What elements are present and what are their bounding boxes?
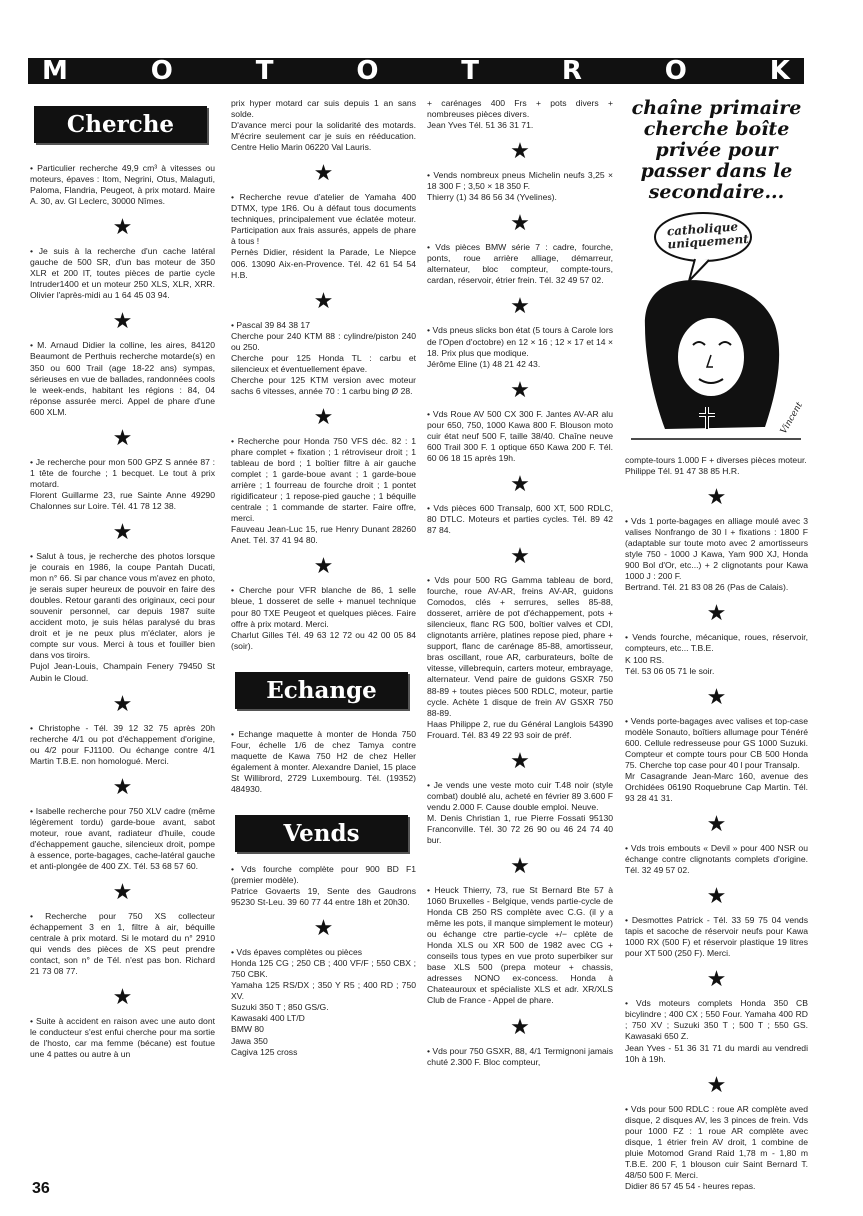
classified-ad: • Echange maquette à monter de Honda 750 Four, échelle 1/6 de chez Tamya contre maquette de Kawa 750 H2 de chez Heller également à monter. Alexandre Daniel, 15 place St Willibrord, 2729 Luxembourg. Tél. (19352) 484930. <box>231 728 416 794</box>
classified-ad: • Vds 1 porte-bagages en alliage moulé avec 3 valises Nonfrango de 30 l + fixations : 1800 F (adaptable sur toute moto avec 2 amortisseurs style 750 - 1000 J Kawa, Yam 900 XJ, Honda 900 Bol d'Or, etc...) + 2 clignotants pour Kawa 1000 J : 200 F. Bertrand. Tél. 21 83 08 26 (Pas de Calais). <box>625 516 808 593</box>
star-icon: ★ <box>706 883 727 909</box>
star-icon: ★ <box>112 308 133 334</box>
classified-ad: • Vds pour 500 RG Gamma tableau de bord, fourche, roue AV-AR, freins AV-AR, guidons Comodos, clés + serrures, selles 85-88, dosseret, arrière de pot d'échappement, pots + silencieux, flanc RG 500, boîtier valves et CDI, clignotants arrière, platines repose pied, phare + support, flanc de carénage 85-88, amortisseur, bras oscillant, roue AR, carburateurs, boîte de vitesse, villebrequin, carters moteur, embrayage, alternateur. Vend paire de guidons GSXR 750 88-89 + toutes pièces 500 RDLC, moteur, partie cycle. Achète 1 disque de frein AV GSXR 750 88-89. Haas Philippe 2, rue du Général Langlois 54390 Frouard. Tél. 83 49 22 93 soir de préf. <box>427 575 613 740</box>
column-2 <box>231 98 416 1058</box>
star-icon: ★ <box>510 470 530 496</box>
star-icon: ★ <box>706 810 727 836</box>
classified-ad: • Pascal 39 84 38 17 Cherche pour 240 KTM 88 : cylindre/piston 240 ou 250. Cherche pour 125 Honda TL : carbu et silencieux et éventuellement épave. Cherche pour 125 KTM version avec moteur sachs 6 vitesses, année 70 : 1 carbu bing Ø 28. <box>231 319 416 396</box>
star-icon: ★ <box>313 160 334 186</box>
section-header-echange: Echange <box>235 672 408 709</box>
cartoon-drawing <box>625 207 808 449</box>
star-icon: ★ <box>510 293 530 319</box>
star-icon: ★ <box>510 853 530 879</box>
star-icon: ★ <box>112 773 133 799</box>
artist-signature: Vincent <box>778 400 805 436</box>
star-icon: ★ <box>510 747 530 773</box>
star-icon: ★ <box>706 966 727 992</box>
classified-ad: • Vds épaves complètes ou pièces Honda 125 CG ; 250 CB ; 400 VF/F ; 550 CBX ; 750 CBK. Yamaha 125 RS/DX ; 350 Y R5 ; 400 RD ; 750 XV. Suzuki 350 T ; 850 GS/G. Kawasaki 400 LT/D BMW 80 Jawa 350 Cagiva 125 cross <box>231 947 416 1057</box>
classified-ad: • Cherche pour VFR blanche de 86, 1 selle bleue, 1 dosseret de selle + manuel technique pour 80 TXE Peugeot et quelques pièces. Faire offre à prix motard. Merci. Charlut Gilles Tél. 49 63 12 72 ou 42 00 05 84 (soir). <box>231 585 416 651</box>
classified-ad: • Christophe - Tél. 39 12 32 75 après 20h recherche 4/1 ou pot d'échappement d'origine, ou 4/2 pour FJ1100. Ou échange contre 4/1 Martin T.B.E. non homologué. Merci. <box>30 722 215 766</box>
cartoon-caption: chaîne primaire cherche boîte privée pour passer dans le secondaire... <box>631 97 802 203</box>
classified-ad: • M. Arnaud Didier la colline, les aires, 84120 Beaumont de Perthuis recherche motarde(s) en 350 ou 600 Trail (age 18-22 ans) sympas, sérieuses en vue de ballades, randonnées cools le week-ends, habitant les régions : 84, 04 réponse assurée merci. Appel de phare d'une 600 XLM. <box>30 340 215 417</box>
classified-ad: • Vds pièces 600 Transalp, 600 XT, 500 RDLC, 80 DTLC. Moteurs et parties cycles. Tél. 89 42 87 84. <box>427 502 613 535</box>
classified-ad: • Vends nombreux pneus Michelin neufs 3,25 × 18 300 F ; 3,50 × 18 350 F. Thierry (1) 34 86 56 34 (Yvelines). <box>427 170 613 203</box>
star-icon: ★ <box>510 543 530 569</box>
classified-ad: • Vds pièces BMW série 7 : cadre, fourche, ponts, roue arrière alliage, démarreur, alternateur, bloc compteur, compte-tours, cardan, réservoir, étrier frein. Tél. 32 49 57 02. <box>427 242 613 286</box>
banner-letter: O <box>356 56 379 86</box>
classified-ad: • Vends fourche, mécanique, roues, réservoir, compteurs, etc... T.B.E. K 100 RS. Tél. 53 06 05 71 le soir. <box>625 632 808 676</box>
star-icon: ★ <box>313 915 334 941</box>
classified-ad: • Salut à tous, je recherche des photos lorsque je courais en 1986, la coupe Pantah Ducati, mon n° 66. Si par chance vous m'avez en photo, je serais super heureux de pouvoir en faire des doubles. Retour garanti des originaux, ceci pour souvenir personnel, car depuis 1987 suite accident moto, je suis hélas paralysé du bras droit et je ne peux plus m'éclater, alors je compte sur vous. Merci à tous et fouiller bien dans vos tiroirs. Pujol Jean-Louis, Champain Fenery 79450 St Aubin le Cloud. <box>30 550 215 683</box>
section-banner <box>28 58 804 84</box>
classified-ad: • Je vends une veste moto cuir T.48 noir (style combat) doublé alu, acheté en février 89 3.600 F vendu 2.000 F. Cause double emploi. Neuve. M. Denis Christian 1, rue Pierre Fossati 95130 Franconville. Tél. 30 72 26 90 ou 46 24 74 40 bur. <box>427 779 613 845</box>
banner-letter: O <box>150 56 173 86</box>
star-icon: ★ <box>510 138 530 164</box>
classified-ad: compte-tours 1.000 F + diverses pièces moteur. Philippe Tél. 91 47 38 85 H.R. <box>625 455 807 477</box>
column-3 <box>427 98 613 1068</box>
classified-ad: • Recherche pour Honda 750 VFS déc. 82 : 1 phare complet + fixation ; 1 rétroviseur droit ; 1 tableau de bord ; 1 boîtier filtre à air gauche complet ; 1 garde-boue avant ; 1 garde-boue arrière ; 1 fourreau de fourche droit ; 1 pontet rigidificateur ; 1 repose-pied gauche ; 1 béquille centrale ; 1 commande de starter. Faire offre, merci. Fauveau Jean-Luc 15, rue Henry Dunant 28260 Anet. Tél. 37 41 94 80. <box>231 435 416 546</box>
star-icon: ★ <box>112 690 133 716</box>
column-1 <box>30 98 215 1060</box>
classified-ad: • Vds pour 500 RDLC : roue AR complète aved disque, 2 disques AV, les 3 pinces de frein. Vds pour 1000 FZ : 1 roue AR complète avec disque, 1 étrier frein AV droit, 1 combine de pluie Motomod Grand Raid 1,78 m - 1,80 m T.B.E. 200 F, 1 blouson cuir Saint Bernard T. 48/50 500 F. Merci. Didier 86 57 45 54 - heures repas. <box>625 1103 808 1191</box>
classified-ad: • Vends porte-bagages avec valises et top-case modèle Sonauto, boîtiers allumage pour Ténéré 600. Cellule redresseuse pour GS 1000 Suzuki. Compteur et compte tours pour CB 500 Honda 75. Cherche top case pour 40 l pour Transalp. Mr Casagrande Jean-Marc 160, avenue des Orchidées 06190 Roquebrune Cap Martin. Tél. 93 28 41 31. <box>625 715 808 803</box>
star-icon: ★ <box>510 210 530 236</box>
star-icon: ★ <box>313 553 334 579</box>
classified-ad: • Particulier recherche 49,9 cm³ à vitesses ou moteurs, épaves : Itom, Negrini, Otus, Malaguti, Paloma, Flandria, Peugeot, à prix motard. Maire A. 30, av. Gl Leclerc, 30000 Nîmes. <box>30 163 215 207</box>
classified-ad: • Je recherche pour mon 500 GPZ S année 87 : 1 tête de fourche ; 1 becquet. Le tout à prix motard. Florent Guillarme 23, rue Sainte Anne 49290 Chalonnes sur Loire. Tél. 41 78 12 38. <box>30 456 215 511</box>
star-icon: ★ <box>706 683 727 709</box>
star-icon: ★ <box>112 518 133 544</box>
star-icon: ★ <box>706 1071 727 1097</box>
speech-bubble-text: catholique uniquement <box>666 219 750 252</box>
page-number: 36 <box>32 1180 50 1197</box>
classified-ad: • Vds fourche complète pour 900 BD F1 (premier modèle). Patrice Govaerts 19, Sente des Gaudrons 95230 St-Leu. 39 60 77 44 entre 18h et 20h30. <box>231 863 416 908</box>
banner-letter: R <box>561 56 582 86</box>
star-icon: ★ <box>706 600 727 626</box>
column-4 <box>625 98 808 1192</box>
classified-ad: • Suite à accident en raison avec une auto dont le conducteur s'est enfui cherche pour ma sortie de l'hosto, car ma femme (bécane) est foutue une 4 pattes ou autre à un <box>30 1016 215 1060</box>
classified-ad: • Recherche pour 750 XS collecteur échappement 3 en 1, filtre à air, béquille centrale à prix motard. Si le motard du n° 2910 qui vends des pièces de XS peut prendre contact, son n° de Tél. n'est pas bon. Richard 21 73 08 77. <box>30 911 215 977</box>
classified-ad: • Vds pour 750 GSXR, 88, 4/1 Termignoni jamais chuté 2.300 F. Bloc compteur, <box>427 1045 613 1067</box>
section-header-cherche: Cherche <box>34 106 207 143</box>
classified-ad: • Vds Roue AV 500 CX 300 F. Jantes AV-AR alu pour 650, 750, 1000 Kawa 800 F. Blouson moto cuir état neuf 500 F, taille 38/40. Chaîne neuve 600 Trail 300 F. 1 optique 650 Kawa 200 F. Tél. 60 06 18 15 après 19h. <box>427 408 613 463</box>
classified-ad: • Isabelle recherche pour 750 XLV cadre (même légèrement tordu) garde-boue avant, sabot moteur, roue avant, radiateur d'huile, coude d'échappement gauche, silencieux droit, pompe à essence, porte-bagages, cache-latéral gauche et anti-plongée de 400 ZX. Tél. 53 68 57 60. <box>30 805 215 871</box>
star-icon: ★ <box>313 403 334 429</box>
star-icon: ★ <box>510 376 530 402</box>
banner-letter: T <box>461 56 480 86</box>
banner-letter: K <box>769 56 790 86</box>
banner-letter: M <box>42 56 68 86</box>
section-header-vends: Vends <box>235 815 408 852</box>
star-icon: ★ <box>112 214 133 240</box>
banner-letter: O <box>664 56 687 86</box>
star-icon: ★ <box>112 984 133 1010</box>
classified-ad: • Je suis à la recherche d'un cache latéral gauche de 500 SR, d'un bas moteur de 350 XLR et 200 IT, toutes pièces de partie cycle Intruder1400 et un moteur 250 XLS, XLR, XRR. Olivier l'après-midi au 1 64 45 03 94. <box>30 246 215 301</box>
classified-ad: • Heuck Thierry, 73, rue St Bernard Bte 57 à 1060 Bruxelles - Belgique, vends partie-cycle de Honda CB 250 RS complète avec C.G. (il y a même les pots, il manque simplement le moteur) ou échange ctre partie-cycle +/− cplète de Honda XLS ou XR 500 de 1982 avec CG + conseils tous types en vue proto superbiker sur base XLS 500 (prepa moteur + chassis, adresses NONO ex-concess. Honda à Chateauroux et spécialiste XLS et adr. XR/XLS Club de France - Appel de phare. <box>427 885 613 1006</box>
classified-ad: • Vds pneus slicks bon état (5 tours à Carole lors de l'Open d'octobre) en 12 × 16 ; 12 × 17 et 14 × 18. Prix plus que modique. Jérôme Eline (1) 48 21 42 43. <box>427 325 613 369</box>
classified-ad: • Vds moteurs complets Honda 350 CB bicylindre ; 400 CX ; 550 Four. Yamaha 400 RD ; 750 XV ; Suzuki 350 T ; 500 T ; 550 GS. Kawasaki 650 Z. Jean Yves - 51 36 31 71 du mardi au vendredi 10h à 19h. <box>625 998 808 1064</box>
cartoon <box>625 98 808 449</box>
star-icon: ★ <box>112 424 133 450</box>
star-icon: ★ <box>510 1013 530 1039</box>
star-icon: ★ <box>112 879 133 905</box>
banner-letter: T <box>255 56 274 86</box>
star-icon: ★ <box>706 484 727 510</box>
classified-ad: • Recherche revue d'atelier de Yamaha 400 DTMX, type 1R6. Ou à défaut tous documents techniques, principalement vue éclatée moteur. Participation aux frais assurés, appels de phare à tous ! Pernès Didier, résident la Parade, Le Niepce 006. 13090 Aix-en-Provence. Tél. 42 61 54 54 H.B. <box>231 192 416 280</box>
classified-ad: + carénages 400 Frs + pots divers + nombreuses pièces divers. Jean Yves Tél. 51 36 31 71. <box>427 98 613 131</box>
classified-ad: prix hyper motard car suis depuis 1 an sans solde. D'avance merci pour la solidarité des motards. M'écrire seulement car je suis en rééducation. Centre Helio Marin 06220 Val Lauris. <box>231 98 416 153</box>
star-icon: ★ <box>313 287 334 313</box>
classified-ad: • Desmottes Patrick - Tél. 33 59 75 04 vends tapis et sacoche de réservoir neufs pour Kawa 1000 RX (500 F) et réservoir plastique 19 litres pour XT 500 (250 F). Merci. <box>625 915 808 959</box>
classified-ad: • Vds trois embouts « Devil » pour 400 NSR ou échange contre clignotants complets d'origine. Tél. 32 49 57 02. <box>625 842 808 876</box>
